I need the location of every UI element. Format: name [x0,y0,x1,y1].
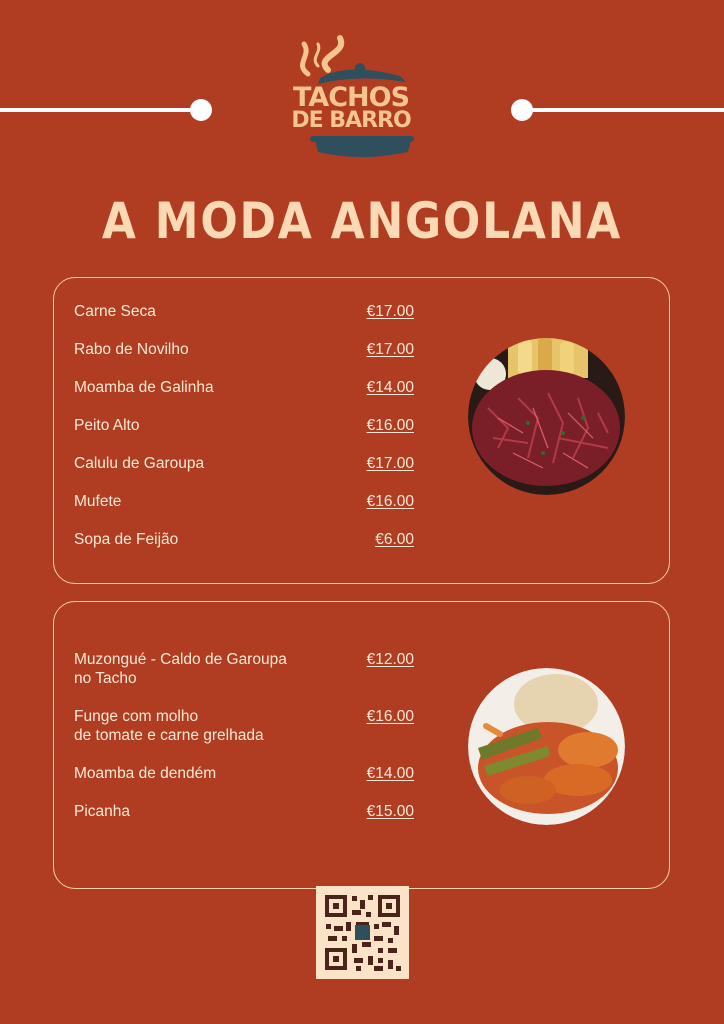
menu-item-price: €17.00 [366,303,414,320]
menu-item-name: Picanha [74,803,131,820]
menu-item-price: €6.00 [375,531,414,548]
menu-item-price: €15.00 [366,803,414,820]
menu-item-price: €12.00 [366,651,414,668]
menu-item-price: €14.00 [366,765,414,782]
dish-photo-shredded-meat [468,338,625,495]
menu-section-1 [53,277,670,584]
menu-item-name: Muzongué - Caldo de Garoupa no Tacho [74,651,287,687]
menu-item-name: Calulu de Garoupa [74,455,205,472]
page-title: A MODA ANGOLANA [101,192,623,250]
logo-text-line2: DE BARRO [291,108,411,133]
menu-item-name: Moamba de dendém [74,765,217,782]
decorative-dot-right [511,99,533,121]
menu-item-price: €14.00 [366,379,414,396]
menu-item [74,707,414,764]
qr-code[interactable] [316,886,409,979]
menu-item-price: €17.00 [366,455,414,472]
menu-item-price: €16.00 [366,493,414,510]
menu-item-price: €16.00 [366,417,414,434]
menu-item-name: Mufete [74,493,122,510]
menu-item-name: Peito Alto [74,417,140,434]
menu-item-name: Sopa de Feijão [74,531,179,548]
dish-photo-chicken-funge [468,668,625,825]
decorative-dot-left [190,99,212,121]
menu-item-name: Carne Seca [74,303,156,320]
menu-item-name: Rabo de Novilho [74,341,189,358]
menu-item-name: Moamba de Galinha [74,379,214,396]
menu-item-price: €17.00 [366,341,414,358]
menu-item [74,650,414,707]
menu-item-price: €16.00 [366,708,414,725]
tachos-de-barro-logo [288,34,414,166]
menu-item-name: Funge com molho de tomate e carne grelhada [74,708,264,744]
menu-section-2 [53,601,670,889]
logo-text-line1: TACHOS [292,82,410,113]
decorative-line-right [530,108,724,112]
decorative-line-left [0,108,194,112]
